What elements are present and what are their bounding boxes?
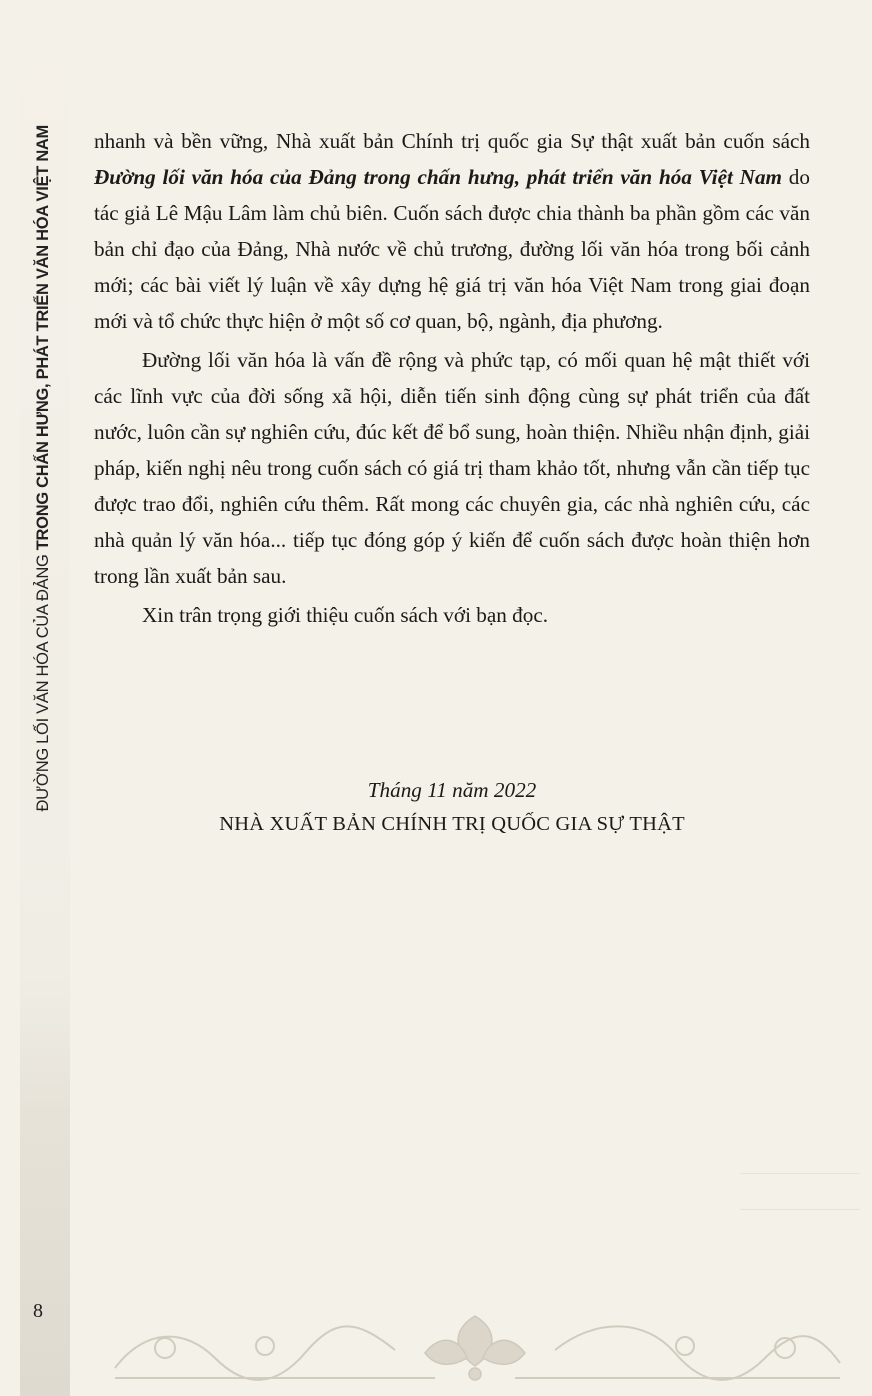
book-title: Đường lối văn hóa của Đảng trong chấn hưng, phát triển văn hóa Việt Nam (94, 165, 783, 189)
paragraph-1-end: do tác giả Lê Mậu Lâm làm chủ biên. Cuốn sách được chia thành ba phần gồm các văn bản chỉ đạo của Đảng, Nhà nước về chủ trương, đường lối văn hóa trong bối cảnh mới; các bài viết lý luận về xây dựng hệ giá trị văn hóa Việt Nam trong giai đoạn mới và tổ chức thực hiện ở một số cơ quan, bộ, ngành, địa phương. (94, 165, 810, 333)
bleed-through-texture (740, 1150, 860, 1210)
paragraph-1 (94, 123, 810, 339)
running-title-bold: TRONG CHẤN HƯNG, PHÁT TRIỂN VĂN HÓA VIỆT NAM (34, 125, 52, 551)
paragraph-1-start: nhanh và bền vững, Nhà xuất bản Chính trị quốc gia Sự thật xuất bản cuốn sách (94, 129, 810, 153)
body-text (94, 123, 810, 636)
floral-border-ornament (105, 1308, 845, 1392)
signature-date: Tháng 11 năm 2022 (367, 778, 537, 802)
running-header-title (28, 125, 58, 1225)
page-number: 8 (33, 1300, 43, 1322)
running-title-regular: ĐƯỜNG LỐI VĂN HÓA CỦA ĐẢNG (34, 554, 52, 812)
paragraph-3: Xin trân trọng giới thiệu cuốn sách với bạn đọc. (142, 603, 549, 627)
paragraph-2: Đường lối văn hóa là vấn đề rộng và phức tạp, có mối quan hệ mật thiết với các lĩnh vực của đời sống xã hội, diễn tiến sinh động cùng sự phát triển của đất nước, luôn cần sự nghiên cứu, đúc kết để bổ sung, hoàn thiện. Nhiều nhận định, giải pháp, kiến nghị nêu trong cuốn sách có giá trị tham khảo tốt, nhưng vẫn cần tiếp tục được trao đổi, nghiên cứu thêm. Rất mong các chuyên gia, các nhà nghiên cứu, các nhà quản lý văn hóa... tiếp tục đóng góp ý kiến để cuốn sách được hoàn thiện hơn trong lần xuất bản sau. (94, 348, 810, 588)
signature-publisher: NHÀ XUẤT BẢN CHÍNH TRỊ QUỐC GIA SỰ THẬT (219, 813, 685, 835)
